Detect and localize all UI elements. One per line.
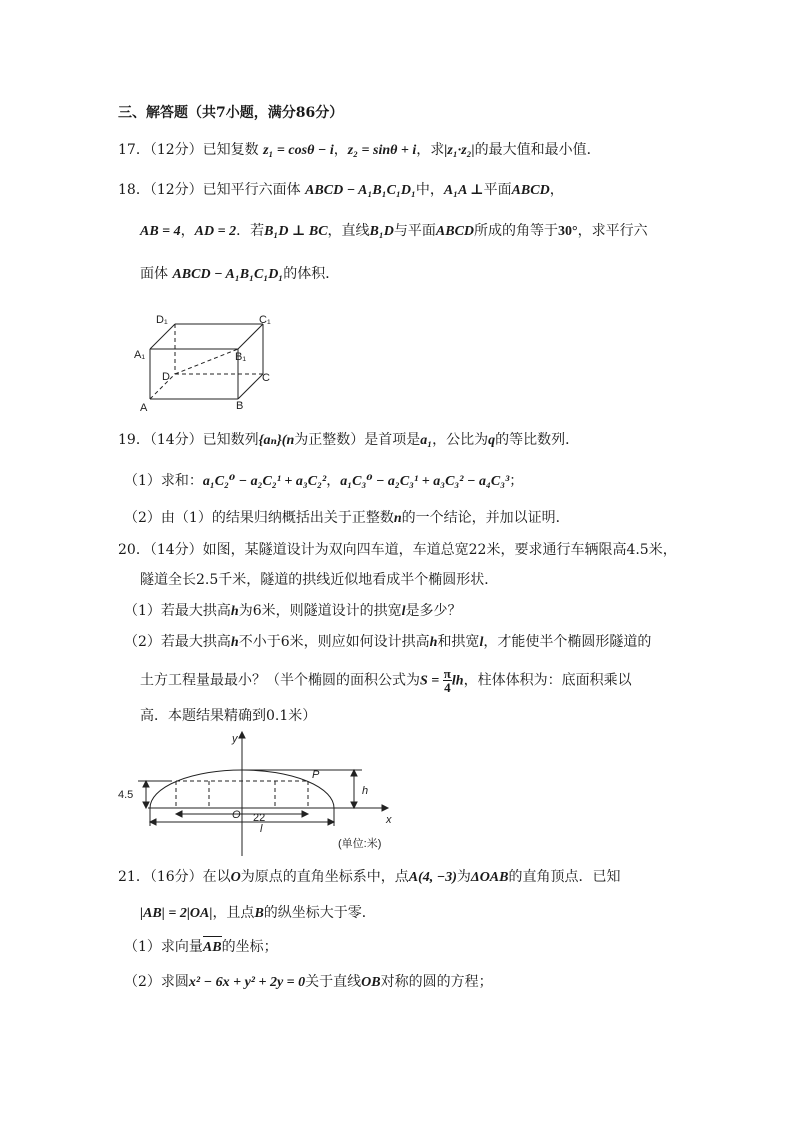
q20-h: h <box>230 604 239 619</box>
fraction-denominator: 4 <box>444 680 451 695</box>
q17-text: ，求 <box>416 142 445 158</box>
q21-text: 为原点的直角坐标系中，点 <box>240 869 409 885</box>
q20-part1: （1）若最大拱高 <box>124 603 231 619</box>
question-20-line2 <box>140 570 498 590</box>
vector-arrow-icon <box>203 936 222 943</box>
q18-ab: AB = 4 <box>140 224 181 239</box>
q20-text: 高．本题结果精确到0.1米） <box>140 708 317 724</box>
q21-cond: |AB| = 2|OA| <box>140 906 213 921</box>
q20-fraction <box>443 667 452 694</box>
label-d1: D₁ <box>156 314 168 326</box>
question-18-line1 <box>118 180 564 201</box>
edge-a1-d1 <box>150 324 175 349</box>
q18-plane: ABCD <box>435 224 475 239</box>
q19-text: ，公比为 <box>432 432 489 448</box>
q21-point-a: A(4, −3) <box>408 870 457 885</box>
q18-perp: A₁A ⊥ <box>443 183 484 198</box>
q19-text: 为正整数）是首项是 <box>294 432 421 448</box>
question-21-line1 <box>118 867 621 888</box>
q19-text: ， <box>326 473 341 489</box>
q19-part2: （2）由（1）的结果归纳概括出关于正整数 <box>124 510 394 526</box>
q20-s: S = <box>420 673 443 689</box>
q18-ad: AD = 2 <box>194 224 237 239</box>
label-b1: B₁ <box>235 351 247 363</box>
q19-text: ； <box>509 473 524 489</box>
q18-number: 18．（12分）已知平行六面体 <box>118 182 306 198</box>
q20-text: ，才能使半个椭圆形隧道的 <box>483 634 652 650</box>
question-20-line1 <box>118 540 677 560</box>
q20-part2: （2）若最大拱高 <box>124 634 231 650</box>
x-axis-arrow <box>382 805 388 811</box>
question-17 <box>118 140 601 161</box>
label-c: C <box>262 372 270 384</box>
q19-n: n <box>393 511 402 526</box>
q19-number: 19．（14分）已知数列 <box>118 432 259 448</box>
question-20-line4 <box>124 632 651 653</box>
vector-ab: AB <box>202 940 222 955</box>
question-21-line4 <box>124 972 493 993</box>
parallelepiped-figure <box>128 308 288 418</box>
q20-h: h <box>230 635 239 650</box>
q18-text: 面体 <box>140 266 173 282</box>
q18-text: ，直线 <box>327 223 370 239</box>
q18-text: 中， <box>415 182 444 198</box>
q18-text: 平面 <box>483 182 512 198</box>
label-c1: C₁ <box>259 314 271 326</box>
dim-arrow <box>176 811 182 817</box>
q19-q: q <box>488 433 496 448</box>
q19-text: 的等比数列． <box>495 432 580 448</box>
q21-text: ，且点 <box>212 905 255 921</box>
question-21-line3 <box>124 937 278 958</box>
hidden-diagonal-d-b1 <box>175 349 238 374</box>
label-d: D <box>162 371 170 383</box>
edge-b-c <box>238 374 263 399</box>
q17-tail: 的最大值和最小值． <box>474 142 601 158</box>
question-20-line5 <box>140 667 632 694</box>
q20-l: l <box>479 635 484 650</box>
q21-part2: （2）求圆 <box>124 974 189 990</box>
q18-text: 与平面 <box>393 223 436 239</box>
q20-lh: lh <box>451 673 464 689</box>
q20-text: 隧道全长2.5千米，隧道的拱线近似地看成半个椭圆形状． <box>140 572 499 588</box>
section-title-text: 三、解答题（共7小题，满分86分） <box>118 105 344 121</box>
q18-plane: ABCD <box>511 183 550 198</box>
q20-h: h <box>429 635 438 650</box>
edge-b1-c1 <box>238 324 263 349</box>
q18-angle: 30° <box>558 224 578 239</box>
dim-arrow <box>150 819 156 825</box>
q19-sum1: a₁C₂⁰ − a₂C₂¹ + a₃C₂² <box>202 474 327 489</box>
dim-arrow <box>351 770 357 776</box>
dim-arrow <box>143 802 149 808</box>
q17-z1: z₁ = cosθ − i <box>263 143 334 158</box>
q21-circle-eq: x² − 6x + y² + 2y = 0 <box>188 975 306 990</box>
y-axis-label: y <box>232 733 238 745</box>
fraction-numerator: π <box>443 666 451 681</box>
question-19-line1 <box>118 430 579 451</box>
l-label: l <box>260 823 263 835</box>
question-18-line2 <box>140 221 648 242</box>
q19-seq: {aₙ}(n <box>258 433 295 448</box>
q19-part1: （1）求和： <box>124 473 203 489</box>
q19-a1: a₁ <box>420 433 433 448</box>
q18-text: ， <box>549 182 564 198</box>
q21-number: 21．（16分）在以 <box>118 869 231 885</box>
q21-o: O <box>230 870 241 885</box>
q21-text: 的纵坐标大于零． <box>263 905 376 921</box>
q21-text: 的直角顶点．已知 <box>508 869 621 885</box>
q19-sum2: a₁C₃⁰ − a₂C₃¹ + a₃C₃² − a₄C₃³ <box>340 474 510 489</box>
q21-text: 关于直线 <box>305 974 362 990</box>
q21-triangle: ΔOAB <box>470 870 509 885</box>
dim-arrow <box>143 781 149 787</box>
tunnel-figure <box>112 728 402 856</box>
question-20-line3 <box>124 601 462 622</box>
q18-text: 所成的角等于 <box>474 223 559 239</box>
q20-text: 为6米，则隧道设计的拱宽 <box>238 603 402 619</box>
dim-arrow <box>328 819 334 825</box>
q21-b: B <box>254 906 264 921</box>
label-b: B <box>236 400 244 412</box>
label-a1: A₁ <box>134 349 146 361</box>
y-axis-arrow <box>239 732 245 738</box>
width-22-label: 22 <box>253 812 266 824</box>
q18-cond: B₁D ⊥ BC <box>264 224 328 239</box>
h-label: h <box>362 785 369 797</box>
question-18-line3 <box>140 264 339 285</box>
q20-text: 是多少？ <box>405 603 462 619</box>
q21-ob: OB <box>361 975 381 990</box>
q20-text: 土方工程量最最小？（半个椭圆的面积公式为 <box>140 672 420 689</box>
q18-solid: ABCD − A₁B₁C₁D₁ <box>305 183 416 198</box>
q21-part1: （1）求向量 <box>124 939 203 955</box>
q21-text: 为 <box>456 869 471 885</box>
q21-text: 的坐标； <box>221 939 278 955</box>
q18-text: ， <box>180 223 195 239</box>
point-p-label: P <box>312 769 320 781</box>
q20-text: ，柱体体积为：底面积乘以 <box>463 672 632 689</box>
dim-arrow <box>302 811 308 817</box>
q19-text: 的一个结论，并加以证明． <box>401 510 570 526</box>
question-20-line6 <box>140 706 316 726</box>
q20-text: 和拱宽 <box>437 634 480 650</box>
q20-text: 不小于6米，则应如何设计拱高 <box>238 634 430 650</box>
question-19-line2 <box>124 471 523 492</box>
section-title <box>118 103 343 123</box>
q18-text: ．若 <box>236 223 265 239</box>
height-45-label: 4.5 <box>118 789 134 801</box>
origin-label: O <box>232 809 241 821</box>
unit-label: (单位:米) <box>338 838 382 850</box>
dim-arrow <box>351 802 357 808</box>
q17-z2: z₂ = sinθ + i <box>347 143 417 158</box>
q18-line: B₁D <box>369 224 394 239</box>
label-a: A <box>140 402 148 414</box>
q20-l: l <box>401 604 406 619</box>
q17-sep: ， <box>333 142 348 158</box>
q17-expr: |z₁·z₂| <box>444 143 475 158</box>
x-axis-label: x <box>386 814 392 826</box>
q18-solid: ABCD − A₁B₁C₁D₁ <box>172 267 284 282</box>
question-21-line2 <box>140 903 376 924</box>
q18-text: ，求平行六 <box>577 223 648 239</box>
question-19-line3 <box>124 508 570 529</box>
q21-text: 对称的圆的方程； <box>380 974 493 990</box>
q20-text: 20．（14分）如图，某隧道设计为双向四车道，车道总宽22米，要求通行车辆限高4.5米， <box>118 542 677 558</box>
q21-vector <box>203 938 222 958</box>
q18-text: 的体积． <box>283 266 340 282</box>
q17-number: 17．（12分）已知复数 <box>118 142 264 158</box>
